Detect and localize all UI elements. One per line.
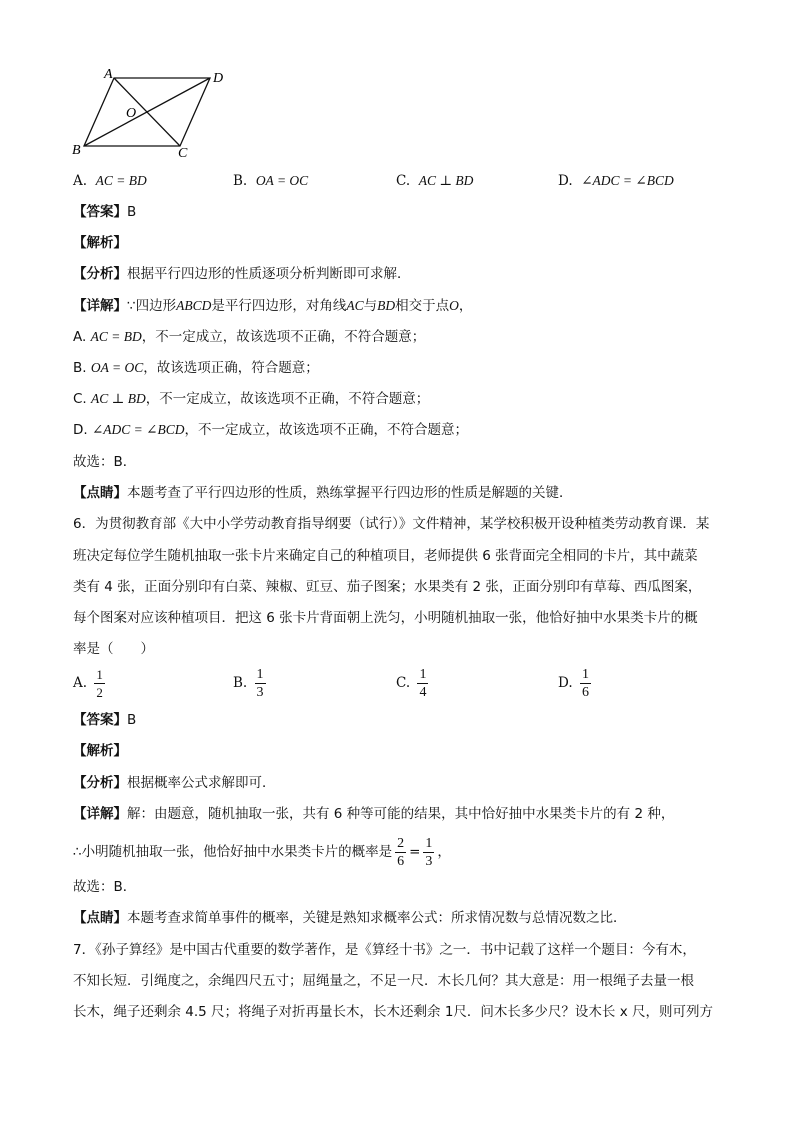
option-text: AC ⊥ BD [418, 173, 474, 188]
stem-text: 每个图案对应该种植项目．把这 6 张卡片背面朝上洗匀，小明随机抽取一张，他恰好抽中水果类卡片的概 [73, 610, 698, 626]
q6-option-d [558, 666, 594, 701]
denominator: 2 [96, 685, 103, 700]
answer-tag: 【答案】 [73, 204, 127, 220]
option-text: AC = BD [95, 173, 147, 188]
parallelogram-figure [70, 66, 240, 158]
item-text: ，故该选项正确，符合题意； [143, 360, 319, 376]
denominator: 6 [581, 685, 589, 700]
stem-text: 率是（ ） [73, 641, 154, 657]
q6-answer [73, 710, 136, 730]
detail-text: 相交于点 [395, 298, 450, 314]
stem-text: 6．为贯彻教育部《大中小学劳动教育指导纲要（试行）》文件精神，某学校积极开设种植类劳动教育课．某 [73, 516, 710, 532]
center-o-label: O [126, 106, 137, 121]
q6-option-c [396, 666, 431, 701]
option-letter: A. [73, 173, 88, 189]
fraction-2-6 [395, 835, 406, 870]
item-text: ，不一定成立，故该选项不正确，不符合题意； [184, 422, 468, 438]
fraction-1-3 [423, 835, 434, 870]
vertex-d-label: D [213, 71, 224, 86]
item-math: AC = BD [90, 329, 142, 344]
q7-stem-line-2 [73, 971, 694, 991]
q6-stem-line-4 [73, 608, 698, 628]
stem-text: 类有 4 张，正面分别印有白菜、辣椒、豇豆、茄子图案；水果类有 2 张，正面分别印有草莓、西瓜图案， [73, 579, 702, 595]
detail-text: ∵四边形 [127, 298, 177, 314]
detail-math: O [449, 298, 459, 313]
q5-option-a [73, 171, 147, 191]
detail-text: 解：由题意，随机抽取一张，共有 6 种等可能的结果，其中恰好抽中水果类卡片的有 2 种， [127, 806, 675, 822]
stem-text: 长木，绳子还剩余 4.5 尺；将绳子对折再量长木，长木还剩余 1尺．问木长多少尺？设木长 x 尺，则可列方 [73, 1004, 714, 1020]
numerator: 1 [581, 667, 589, 682]
fenxi-tag: 【分析】 [73, 775, 127, 791]
q5-choose [73, 452, 136, 472]
stem-text: 班决定每位学生随机抽取一张卡片来确定自己的种植项目，老师提供 6 张背面完全相同的卡片，其中蔬菜 [73, 548, 698, 564]
q5-detail [73, 296, 472, 316]
dianjing-tag: 【点睛】 [73, 910, 127, 926]
item-letter: C. [73, 391, 87, 407]
option-fraction [255, 666, 266, 701]
detail-math: ABCD [176, 298, 212, 313]
q6-fenxi [73, 773, 276, 793]
detail-text: 与 [363, 298, 378, 314]
vertex-b-label: B [72, 143, 81, 158]
analysis-tag: 【解析】 [73, 235, 127, 251]
detail-text: 是平行四边形，对角线 [211, 298, 347, 314]
diagonal-bd [84, 78, 210, 146]
q6-detail [73, 804, 674, 824]
choose-text: 故选：B． [73, 879, 137, 895]
q5-item-c [73, 389, 429, 409]
numerator: 1 [419, 667, 427, 682]
choose-text: 故选：B． [73, 454, 137, 470]
q5-analysis-heading [73, 233, 127, 253]
option-text: ∠ADC = ∠BCD [581, 173, 674, 188]
item-text: ，不一定成立，故该选项不正确，不符合题意； [141, 329, 426, 345]
q5-option-c [396, 171, 473, 191]
option-text: OA = OC [255, 173, 309, 188]
option-letter: D. [558, 173, 573, 189]
denominator: 6 [397, 853, 405, 869]
item-text: ，不一定成立，故该选项不正确，不符合题意； [145, 391, 430, 407]
q5-fenxi [73, 264, 411, 284]
q6-stem-line-3 [73, 577, 701, 597]
analysis-tag: 【解析】 [73, 743, 127, 759]
q6-option-b [233, 666, 269, 701]
fenxi-tag: 【分析】 [73, 266, 127, 282]
answer-value: B [127, 712, 137, 728]
item-math: ∠ADC = ∠BCD [91, 422, 185, 437]
stem-text: 7．《孙子算经》是中国古代重要的数学著作，是《算经十书》之一．书中记载了这样一个题目：今有木， [73, 942, 696, 958]
q6-stem-line-5 [73, 639, 154, 659]
dianjing-text: 本题考查了平行四边形的性质，熟练掌握平行四边形的性质是解题的关键． [127, 485, 573, 501]
q7-stem-line-3 [73, 1002, 713, 1022]
detail-tag: 【详解】 [73, 298, 127, 314]
vertex-a-label: A [104, 67, 113, 82]
option-letter: C. [396, 173, 411, 189]
fenxi-text: 根据平行四边形的性质逐项分析判断即可求解． [127, 266, 411, 282]
item-letter: A. [73, 329, 87, 345]
option-fraction [580, 666, 591, 701]
item-math: OA = OC [90, 360, 144, 375]
dianjing-text: 本题考查求简单事件的概率，关键是熟知求概率公式：所求情况数与总情况数之比． [127, 910, 627, 926]
q5-item-a [73, 327, 425, 347]
detail-math: AC [346, 298, 364, 313]
q5-item-b [73, 358, 319, 378]
q6-option-a [73, 666, 108, 701]
equals-sign: = [409, 844, 421, 860]
detail-tag: 【详解】 [73, 806, 127, 822]
fenxi-text: 根据概率公式求解即可． [127, 775, 276, 791]
option-letter: B. [233, 173, 248, 189]
q6-choose [73, 877, 136, 897]
numerator: 1 [96, 667, 103, 682]
detail-text: ， [458, 298, 473, 314]
dianjing-tag: 【点睛】 [73, 485, 127, 501]
q6-stem-line-1 [73, 514, 709, 534]
item-letter: D. [73, 422, 88, 438]
denominator: 4 [419, 685, 427, 700]
denominator: 3 [256, 685, 264, 700]
numerator: 2 [397, 835, 405, 851]
answer-value: B [127, 204, 137, 220]
detail-text: ∴小明随机抽取一张，他恰好抽中水果类卡片的概率是 [73, 844, 393, 860]
denominator: 3 [425, 853, 433, 869]
q7-stem-line-1 [73, 940, 696, 960]
q6-detail-2 [73, 832, 451, 872]
option-fraction [94, 666, 105, 701]
answer-tag: 【答案】 [73, 712, 127, 728]
vertex-c-label: C [178, 146, 188, 158]
q5-dianjing [73, 483, 573, 503]
q6-stem-line-2 [73, 546, 698, 566]
option-letter: D. [558, 675, 573, 691]
q5-option-d [558, 171, 674, 191]
option-fraction [417, 666, 428, 701]
q5-answer [73, 202, 136, 222]
q5-option-b [233, 171, 308, 191]
detail-math: BD [377, 298, 396, 313]
item-letter: B. [73, 360, 87, 376]
option-letter: B. [233, 675, 248, 691]
stem-text: 不知长短．引绳度之，余绳四尺五寸；屈绳量之，不足一尺．木长几何？其大意是：用一根绳子去量一根 [73, 973, 694, 989]
numerator: 1 [425, 835, 433, 851]
detail-text: ， [437, 844, 451, 860]
q5-item-d [73, 420, 468, 440]
q6-analysis-heading [73, 741, 127, 761]
option-letter: A. [73, 675, 88, 691]
item-math: AC ⊥ BD [91, 391, 146, 406]
q6-dianjing [73, 908, 627, 928]
numerator: 1 [256, 667, 264, 682]
option-letter: C. [396, 675, 411, 691]
